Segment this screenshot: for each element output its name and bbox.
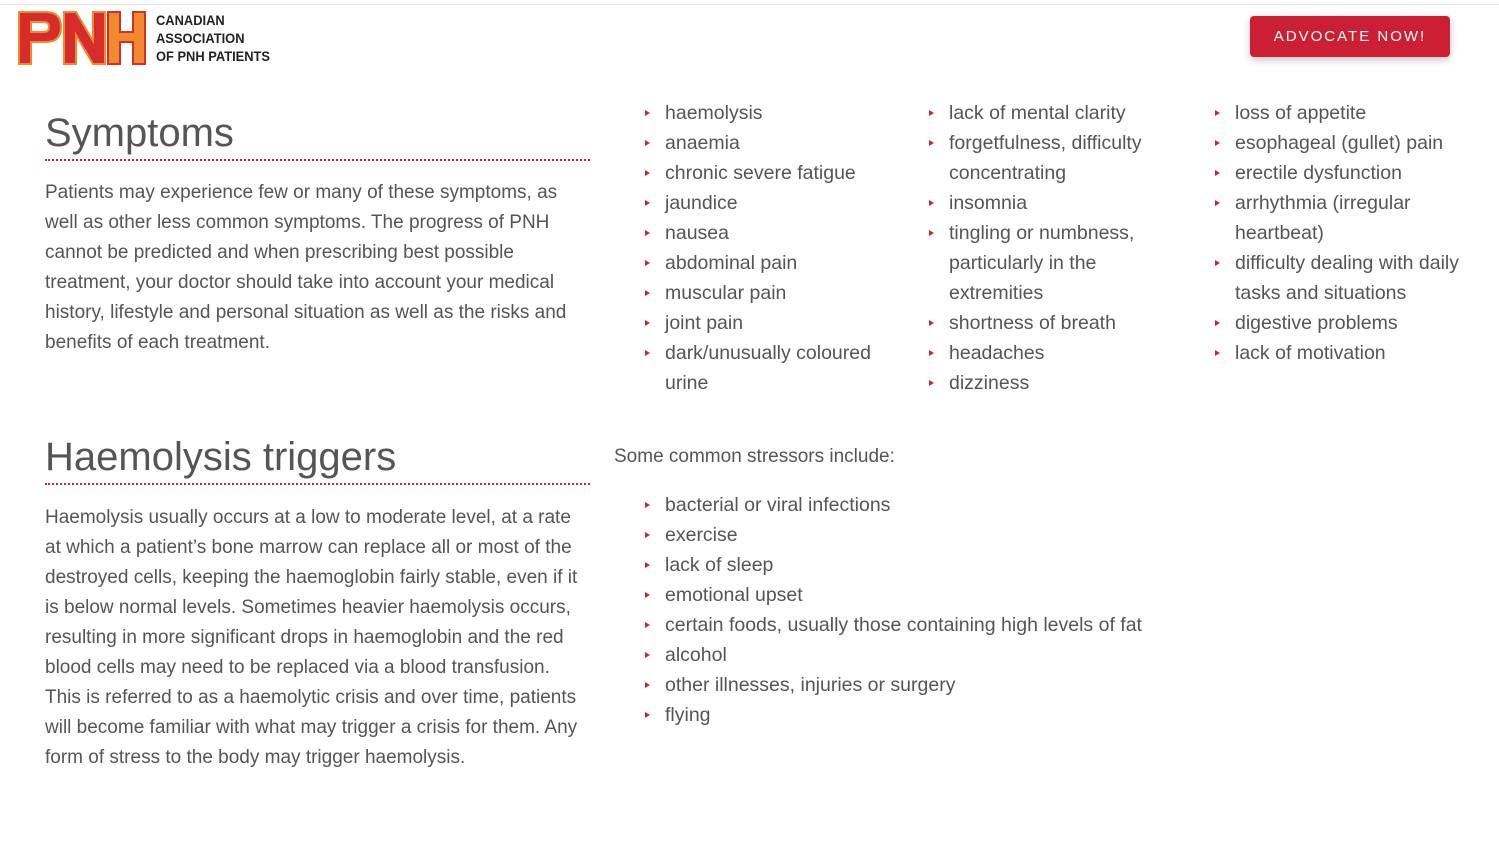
logo[interactable] [16, 9, 271, 69]
symptoms-heading: Symptoms [45, 110, 590, 161]
list-item: lack of sleep [645, 550, 1245, 580]
list-item: erectile dysfunction [1215, 158, 1465, 188]
list-item: loss of appetite [1215, 98, 1465, 128]
list-item: lack of motivation [1215, 338, 1465, 368]
list-item: certain foods, usually those containing high levels of fat [645, 610, 1245, 640]
list-item: muscular pain [645, 278, 895, 308]
symptom-list-column-3 [1215, 98, 1465, 368]
list-item: jaundice [645, 188, 895, 218]
list-item: dizziness [929, 368, 1179, 398]
list-item: dark/unusually coloured urine [645, 338, 895, 398]
list-item: chronic severe fatigue [645, 158, 895, 188]
top-border [0, 4, 1499, 5]
stressor-list [645, 490, 1245, 730]
list-item: tingling or numbness, particularly in the extremities [929, 218, 1179, 308]
list-item: exercise [645, 520, 1245, 550]
list-item: insomnia [929, 188, 1179, 218]
list-item: joint pain [645, 308, 895, 338]
advocate-now-button[interactable]: ADVOCATE NOW! [1250, 16, 1450, 57]
list-item: arrhythmia (irregular heartbeat) [1215, 188, 1465, 248]
list-item: difficulty dealing with daily tasks and situations [1215, 248, 1465, 308]
list-item: emotional upset [645, 580, 1245, 610]
list-item: anaemia [645, 128, 895, 158]
organization-name [156, 11, 276, 65]
list-item: nausea [645, 218, 895, 248]
org-line-2: ASSOCIATION [156, 30, 245, 46]
list-item: esophageal (gullet) pain [1215, 128, 1465, 158]
haemolysis-triggers-heading: Haemolysis triggers [45, 434, 590, 485]
symptom-list-column-2 [929, 98, 1179, 398]
list-item: forgetfulness, difficulty concentrating [929, 128, 1179, 188]
list-item: abdominal pain [645, 248, 895, 278]
symptoms-description: Patients may experience few or many of these symptoms, as well as other less common symptoms. The progress of PNH cannot be predicted and when prescribing best possible treatment, your doctor should take into account your medical history, lifestyle and personal situation as well as the risks and benefits of each treatment. [45, 182, 567, 353]
org-line-3: OF PNH PATIENTS [156, 48, 271, 64]
org-line-1: CANADIAN [156, 12, 225, 28]
list-item: alcohol [645, 640, 1245, 670]
list-item: bacterial or viral infections [645, 490, 1245, 520]
list-item: other illnesses, injuries or surgery [645, 670, 1245, 700]
stressors-intro: Some common stressors include: [614, 446, 895, 467]
list-item: digestive problems [1215, 308, 1465, 338]
list-item: flying [645, 700, 1245, 730]
symptom-list-column-1 [645, 98, 895, 398]
list-item: headaches [929, 338, 1179, 368]
pnh-logo-mark [16, 9, 148, 67]
list-item: lack of mental clarity [929, 98, 1179, 128]
haemolysis-triggers-description: Haemolysis usually occurs at a low to moderate level, at a rate at which a patient’s bone marrow can replace all or most of the destroyed cells, keeping the haemoglobin fairly stable, even if it is below normal levels. Sometimes heavier haemolysis occurs, resulting in more significant drops in haemoglobin and the red blood cells may need to be replaced via a blood transfusion. This is referred to as a haemolytic crisis and over time, patients will become familiar with what may trigger a crisis for them. Any form of stress to the body may trigger haemolysis. [45, 507, 578, 768]
list-item: haemolysis [645, 98, 895, 128]
list-item: shortness of breath [929, 308, 1179, 338]
